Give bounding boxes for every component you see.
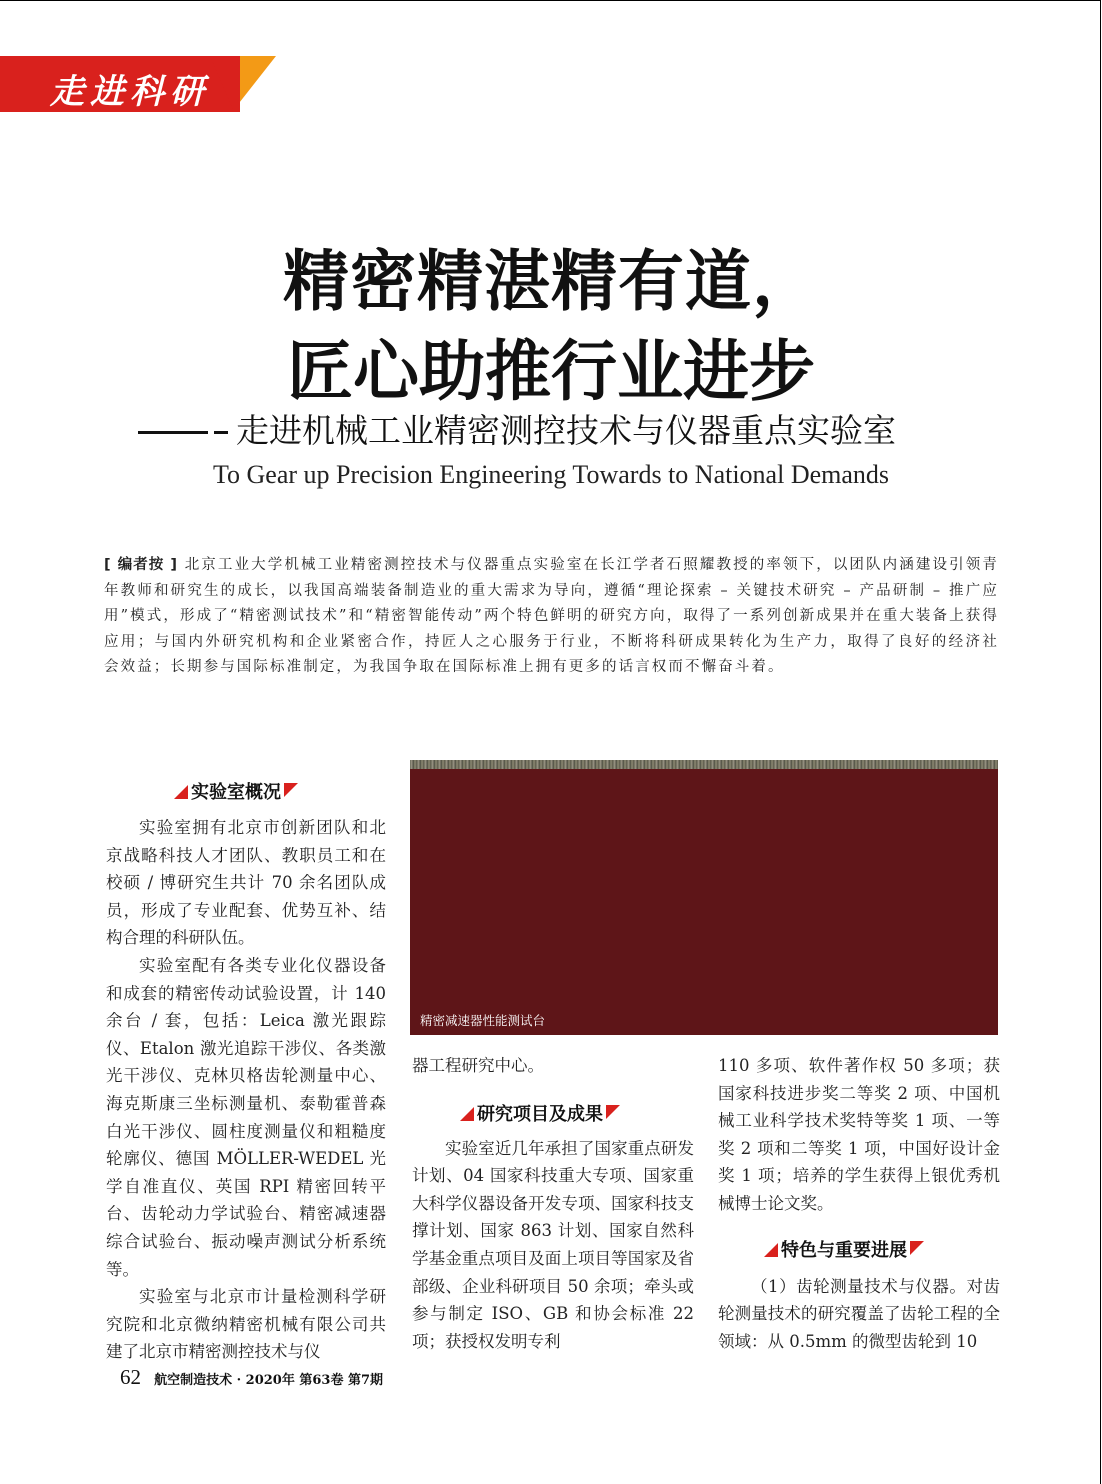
section-heading-text: 研究项目及成果 — [477, 1104, 603, 1125]
paragraph: 实验室配有各类专业化仪器设备和成套的精密传动试验设置，计 140 余台 / 套，包括：Leica 激光跟踪仪、Etalon 激光追踪干涉仪、各类激光干涉仪、克林贝格齿轮测量中心、海克斯康三坐标测量机、泰勒霍普森白光干涉仪、圆柱度测量仪和粗糙度轮廓仪、德国 MÖLLER-WEDEL 光学自准直仪、英国 RPI 精密回转平台、齿轮动力学试验台、精密减速器综合试验台、振动噪声测试分析系统等。 — [106, 955, 386, 1279]
heading-triangle-icon — [764, 1243, 778, 1257]
journal-name: 航空制造技术 · 2020年 第63卷 第7期 — [154, 1373, 384, 1388]
editor-note-text: 北京工业大学机械工业精密测控技术与仪器重点实验室在长江学者石照耀教授的率领下，以团队内涵建设引领青年教师和研究生的成长，以我国高端装备制造业的重大需求为导向，遵循“理论探索 – 关键技术研究 – 产品研制 – 推广应用”模式，形成了“精密测试技术”和“精密智能传动”两个特色鲜明的研究方向，取得了一系列创新成果并在重大装备上获得应用；与国内外研究机构和企业紧密合作，持匠人之心服务于行业，不断将科研成果转化为生产力，取得了良好的经济社会效益；长期参与国际标准制定，为我国争取在国际标准上拥有更多的话言权而不懈奋斗着。 — [104, 557, 999, 676]
subtitle-dash — [138, 431, 208, 434]
heading-triangle-icon — [460, 1107, 474, 1121]
paragraph: （1）齿轮测量技术与仪器。对齿轮测量技术的研究覆盖了齿轮工程的全领域：从 0.5mm 的微型齿轮到 10 — [718, 1276, 1000, 1351]
figure-photo — [410, 760, 998, 1035]
subtitle-dash — [214, 431, 228, 434]
page-footer — [120, 1365, 383, 1390]
section-heading-overview — [174, 778, 298, 804]
paragraph: 实验室近几年承担了国家重点研发计划、04 国家科技重大专项、国家重大科学仪器设备开发专项、国家科技支撑计划、国家 863 计划、国家自然科学基金重点项目及面上项目等国家及省部级、企业科研项目 50 余项；牵头或参与制定 ISO、GB 和协会标准 22 项；获授权发明专利 — [412, 1138, 694, 1351]
banner-slant — [210, 56, 234, 112]
section-banner — [0, 56, 276, 112]
page-border — [1100, 0, 1101, 1484]
section-banner-label: 走进科研 — [50, 72, 210, 112]
heading-triangle-icon — [606, 1105, 620, 1119]
paragraph: 实验室与北京市计量检测科学研究院和北京微纳精密机械有限公司共建了北京市精密测控技术与仪 — [106, 1287, 386, 1362]
section-heading-features — [764, 1236, 924, 1262]
column-2 — [412, 1052, 694, 1355]
article-title-line-1: 精密精湛精有道， — [283, 242, 819, 320]
section-heading-text: 实验室概况 — [191, 782, 281, 803]
heading-triangle-icon — [910, 1241, 924, 1255]
editor-note — [104, 553, 999, 681]
article-subtitle-text: 走进机械工业精密测控技术与仪器重点实验室 — [236, 411, 896, 450]
column-1 — [106, 814, 386, 1366]
figure-caption: 精密减速器性能测试台 — [420, 1013, 546, 1028]
paragraph-continued: 器工程研究中心。 — [412, 1056, 544, 1075]
page-border — [0, 0, 1101, 1]
paragraph: 实验室拥有北京市创新团队和北京战略科技人才团队、教职员工和在校硕 / 博研究生共计 70 余名团队成员，形成了专业配套、优势互补、结构合理的科研队伍。 — [106, 818, 386, 948]
article-subtitle — [138, 405, 896, 452]
heading-triangle-icon — [174, 785, 188, 799]
photo-edge — [410, 760, 998, 769]
page-number: 62 — [120, 1365, 141, 1389]
section-heading-projects — [460, 1100, 620, 1126]
column-3 — [718, 1052, 1000, 1355]
english-title: To Gear up Precision Engineering Towards to National Demands — [212, 460, 890, 489]
editor-note-label: [ 编者按 ] — [104, 557, 178, 573]
section-heading-text: 特色与重要进展 — [781, 1240, 907, 1261]
article-title-line-2: 匠心助推行业进步 — [287, 332, 815, 410]
paragraph-continued: 110 多项、软件著作权 50 多项；获国家科技进步奖二等奖 2 项、中国机械工业科学技术奖特等奖 1 项、一等奖 2 项和二等奖 1 项，中国好设计金奖 1 项；培养的学生获得上银优秀机械博士论文奖。 — [718, 1056, 1000, 1213]
heading-triangle-icon — [284, 783, 298, 797]
